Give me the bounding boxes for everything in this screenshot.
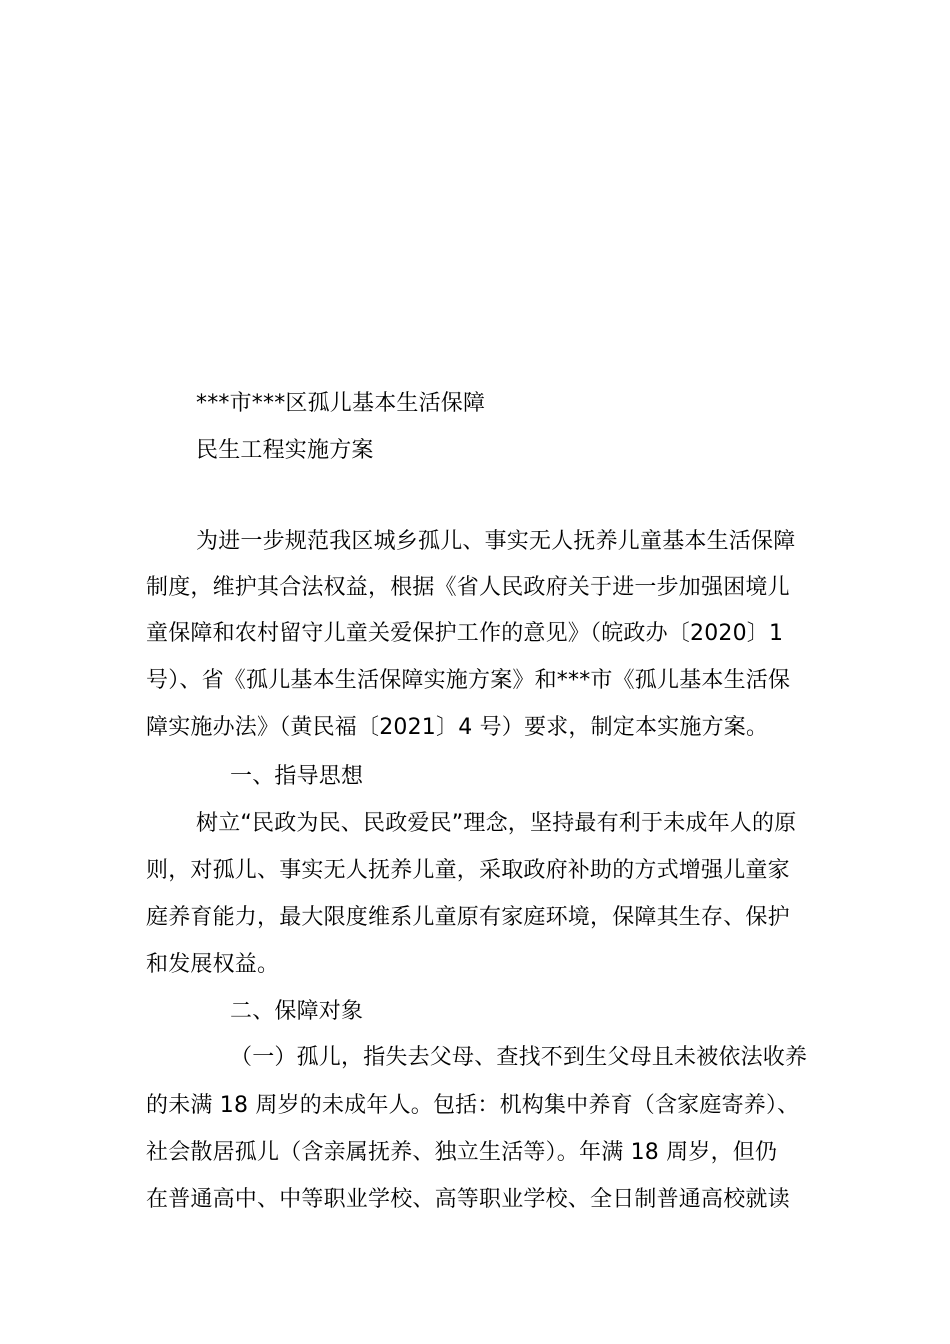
section-heading-protection-targets: 二、保障对象 — [230, 999, 364, 1024]
section1-paragraph-line: 树立“民政为民、民政爱民”理念，坚持最有利于未成年人的原 — [196, 811, 797, 836]
section-heading-guiding-ideology: 一、指导思想 — [230, 764, 364, 789]
intro-paragraph-line: 制度，维护其合法权益，根据《省人民政府关于进一步加强困境儿 — [146, 575, 790, 600]
intro-paragraph-line: 障实施办法》（黄民福〔2021〕4 号）要求，制定本实施方案。 — [146, 715, 769, 740]
intro-paragraph-line: 为进一步规范我区城乡孤儿、事实无人抚养儿童基本生活保障 — [196, 529, 796, 554]
section2-paragraph-line: 的未满 18 周岁的未成年人。包括：机构集中养育（含家庭寄养）、 — [146, 1093, 800, 1118]
section2-paragraph-line: 在普通高中、中等职业学校、高等职业学校、全日制普通高校就读 — [146, 1187, 790, 1212]
section1-paragraph-line: 则，对孤儿、事实无人抚养儿童，采取政府补助的方式增强儿童家 — [146, 858, 790, 883]
intro-paragraph-line: 号）、省《孤儿基本生活保障实施方案》和***市《孤儿基本生活保 — [146, 668, 791, 693]
document-title-line-1: ***市***区孤儿基本生活保障 — [196, 391, 486, 416]
section2-paragraph-line: 社会散居孤儿（含亲属抚养、独立生活等）。年满 18 周岁，但仍 — [146, 1140, 778, 1165]
intro-paragraph-line: 童保障和农村留守儿童关爱保护工作的意见》（皖政办〔2020〕1 — [146, 621, 784, 646]
document-title-line-2: 民生工程实施方案 — [196, 438, 374, 463]
section2-paragraph-line: （一）孤儿，指失去父母、查找不到生父母且未被依法收养 — [230, 1045, 808, 1070]
section1-paragraph-line: 和发展权益。 — [146, 952, 280, 977]
section1-paragraph-line: 庭养育能力，最大限度维系儿童原有家庭环境，保障其生存、保护 — [146, 905, 790, 930]
